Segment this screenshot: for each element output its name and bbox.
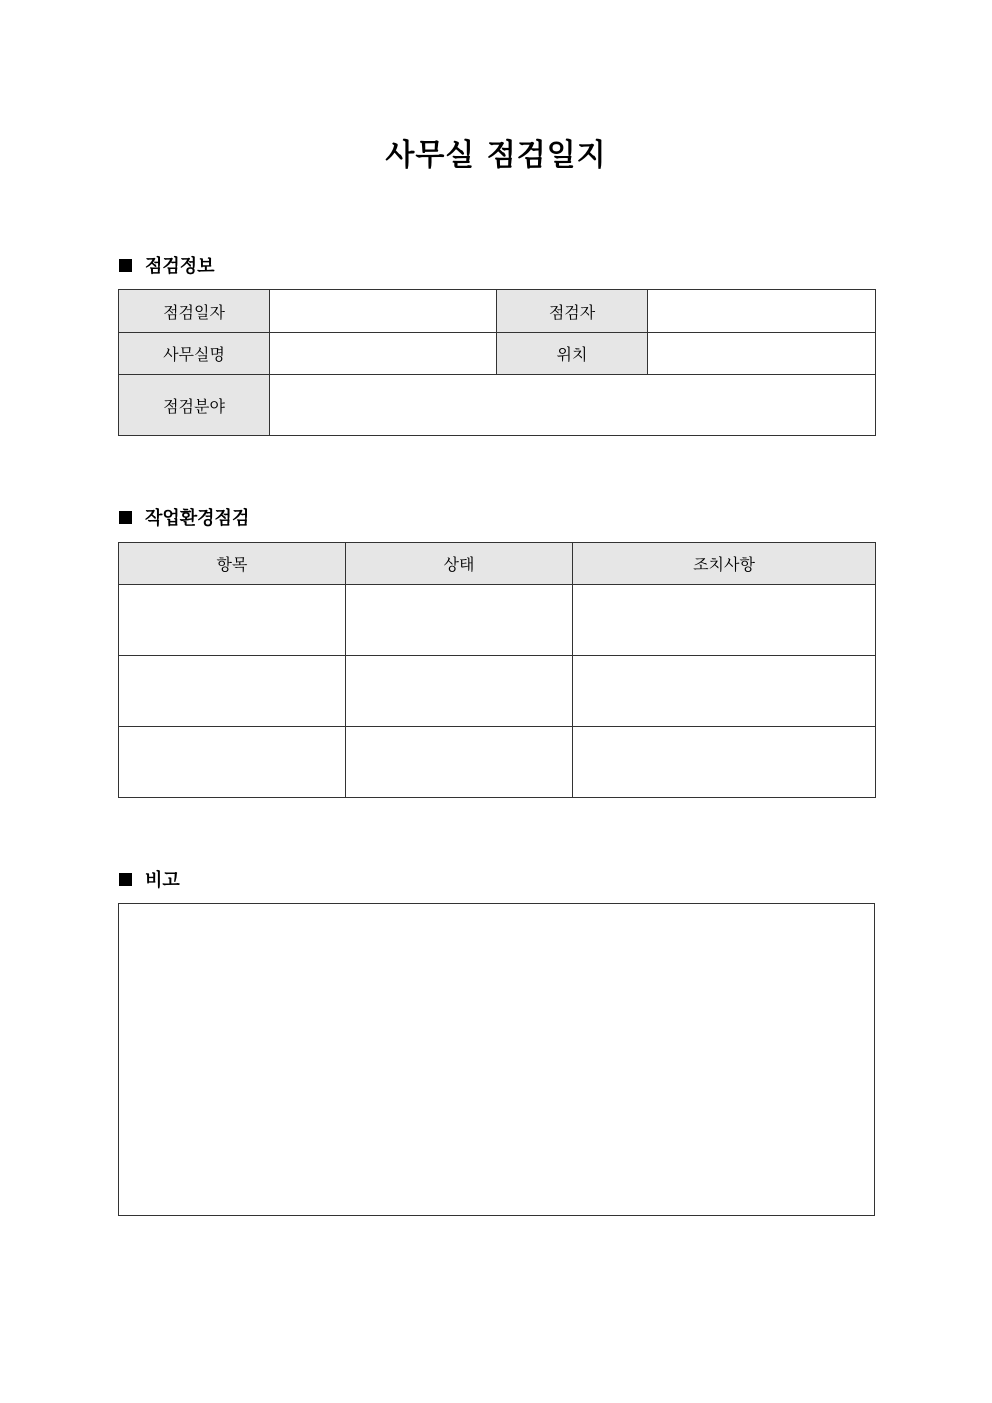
action-cell[interactable] <box>573 656 876 727</box>
inspection-info-table <box>118 289 876 436</box>
work-environment-table <box>118 542 876 798</box>
square-bullet-icon <box>119 511 132 524</box>
section-heading-inspection-info <box>119 253 215 277</box>
office-name-field[interactable] <box>270 333 497 375</box>
section-title: 비고 <box>145 870 180 891</box>
section-heading-remarks <box>119 867 180 891</box>
remarks-box[interactable] <box>118 903 875 1216</box>
table-row <box>119 656 876 727</box>
column-header-status: 상태 <box>346 543 573 585</box>
inspector-label: 점검자 <box>497 290 648 333</box>
table-header-row <box>119 543 876 585</box>
table-row <box>119 333 876 375</box>
office-name-label: 사무실명 <box>119 333 270 375</box>
status-cell[interactable] <box>346 585 573 656</box>
category-label: 점검분야 <box>119 375 270 436</box>
square-bullet-icon <box>119 259 132 272</box>
table-row <box>119 375 876 436</box>
column-header-item: 항목 <box>119 543 346 585</box>
date-field[interactable] <box>270 290 497 333</box>
item-cell[interactable] <box>119 656 346 727</box>
table-row <box>119 727 876 798</box>
square-bullet-icon <box>119 873 132 886</box>
action-cell[interactable] <box>573 727 876 798</box>
category-field[interactable] <box>270 375 876 436</box>
section-title: 점검정보 <box>145 256 215 277</box>
location-label: 위치 <box>497 333 648 375</box>
item-cell[interactable] <box>119 727 346 798</box>
status-cell[interactable] <box>346 727 573 798</box>
status-cell[interactable] <box>346 656 573 727</box>
column-header-action: 조치사항 <box>573 543 876 585</box>
page-title: 사무실 점검일지 <box>385 138 607 173</box>
section-heading-work-environment <box>119 505 249 529</box>
table-row <box>119 585 876 656</box>
date-label: 점검일자 <box>119 290 270 333</box>
section-title: 작업환경점검 <box>145 508 250 529</box>
table-row <box>119 290 876 333</box>
location-field[interactable] <box>648 333 876 375</box>
item-cell[interactable] <box>119 585 346 656</box>
action-cell[interactable] <box>573 585 876 656</box>
inspector-field[interactable] <box>648 290 876 333</box>
